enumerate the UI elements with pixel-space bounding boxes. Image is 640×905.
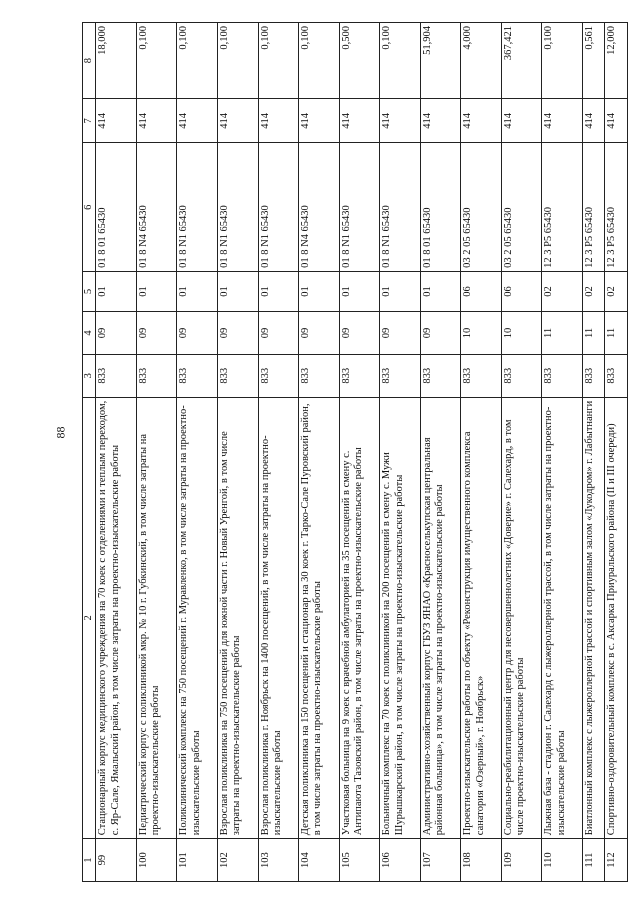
table-cell-n: 106: [380, 839, 421, 882]
table-cell-c7: 414: [420, 99, 461, 143]
table-cell-c4: 09: [380, 312, 421, 355]
table-cell-c7: 414: [339, 99, 380, 143]
table-cell-c3: 833: [177, 354, 218, 397]
table-cell-c6: 01 8 01 65430: [96, 143, 137, 271]
table-cell-name: Взрослая поликлиника на 750 посещений для южной части г. Новый Уренгой, в том числе затраты на проектно-изыскательские работы: [218, 397, 259, 839]
table-cell-name: Социально-реабилитационный центр для несовершеннолетних «Доверие» г. Салехард, в том числе проектно-изыскательские работы: [501, 397, 542, 839]
table-cell-c3: 833: [136, 354, 177, 397]
table-cell-c4: 09: [339, 312, 380, 355]
table-cell-c6: 01 8 01 65430: [420, 143, 461, 271]
table-cell-c7: 414: [299, 99, 340, 143]
table-cell-c7: 414: [218, 99, 259, 143]
table-cell-c4: 10: [461, 312, 502, 355]
table-cell-c8: 0,100: [380, 23, 421, 99]
table-cell-c5: 06: [501, 271, 542, 311]
table-cell-c3: 833: [380, 354, 421, 397]
column-header: 8: [83, 23, 96, 99]
table-cell-c7: 414: [177, 99, 218, 143]
table-cell-c4: 09: [136, 312, 177, 355]
table-cell-c3: 833: [605, 354, 628, 397]
column-header: 4: [83, 312, 96, 355]
table-cell-n: 103: [258, 839, 299, 882]
table-cell-c4: 11: [605, 312, 628, 355]
table-row: [136, 23, 177, 882]
table-cell-c3: 833: [542, 354, 583, 397]
table-cell-n: 101: [177, 839, 218, 882]
table-cell-n: 104: [299, 839, 340, 882]
table-cell-c6: 01 8 N4 65430: [299, 143, 340, 271]
table-cell-c8: 18,000: [96, 23, 137, 99]
table-cell-c5: 01: [218, 271, 259, 311]
table-cell-c3: 833: [582, 354, 604, 397]
table-cell-c5: 01: [136, 271, 177, 311]
table-cell-c8: 12,000: [605, 23, 628, 99]
column-header: 1: [83, 839, 96, 882]
table-cell-c4: 09: [177, 312, 218, 355]
table-cell-c6: 01 8 N1 65430: [380, 143, 421, 271]
table-cell-c5: 02: [582, 271, 604, 311]
table-cell-c5: 01: [420, 271, 461, 311]
table-cell-c6: 12 3 P5 65430: [542, 143, 583, 271]
table-cell-c8: 0,100: [258, 23, 299, 99]
table-cell-c4: 09: [96, 312, 137, 355]
table-row: [380, 23, 421, 882]
table-cell-c5: 02: [605, 271, 628, 311]
table-cell-name: Административно-хозяйственный корпус ГБУЗ ЯНАО «Красноселькупская центральная районная больница», в том числе затраты на проектно-изыскательские работы: [420, 397, 461, 839]
table-cell-name: Стационарный корпус медицинского учреждения на 70 коек с отделениями и теплым переходом, с. Яр-Сале, Ямальский район, в том числе затраты на проектно-изыскательские работы: [96, 397, 137, 839]
table-cell-n: 110: [542, 839, 583, 882]
table-cell-c5: 01: [339, 271, 380, 311]
table-cell-c4: 09: [258, 312, 299, 355]
table-cell-c8: 0,100: [136, 23, 177, 99]
table-cell-c7: 414: [96, 99, 137, 143]
table-cell-c8: 0,100: [299, 23, 340, 99]
table-cell-name: Взрослая поликлиника г. Ноябрьск на 1400 посещений, в том числе затраты на проектно-изыскательские работы: [258, 397, 299, 839]
table-cell-n: 109: [501, 839, 542, 882]
table-cell-n: 111: [582, 839, 604, 882]
table-row: [605, 23, 628, 882]
table-row: [542, 23, 583, 882]
table-cell-c3: 833: [218, 354, 259, 397]
table-cell-name: Больничный комплекс на 70 коек с поликлиникой на 200 посещений в смену с. Мужи Шурышкарский район, в том числе затраты на проектно-изыскательские работы: [380, 397, 421, 839]
table-cell-c5: 06: [461, 271, 502, 311]
table-cell-c5: 01: [258, 271, 299, 311]
table-cell-c8: 0,500: [339, 23, 380, 99]
table-cell-name: Поликлинический комплекс на 750 посещений г. Муравленко, в том числе затраты на проектно-изыскательские работы: [177, 397, 218, 839]
table-cell-name: Детская поликлиника на 150 посещений и стационар на 30 коек г. Тарко-Сале Пуровский район, в том числе затраты на проектно-изыскательские работы: [299, 397, 340, 839]
table-cell-c7: 414: [582, 99, 604, 143]
table-cell-n: 107: [420, 839, 461, 882]
table-cell-c8: 4,000: [461, 23, 502, 99]
table-row: [501, 23, 542, 882]
table-cell-c7: 414: [461, 99, 502, 143]
table-cell-c8: 0,100: [218, 23, 259, 99]
table-cell-c4: 11: [582, 312, 604, 355]
table-cell-n: 99: [96, 839, 137, 882]
table-cell-name: Спортивно-оздоровительный комплекс в с. Аксарка Приуральского района (II и III очереди): [605, 397, 628, 839]
table-cell-name: Биатлонный комплекс с лыжероллерной трассой и спортивным залом «Лукодром» г. Лабытнанги: [582, 397, 604, 839]
column-header: 2: [83, 397, 96, 839]
table-cell-c7: 414: [605, 99, 628, 143]
table-cell-c3: 833: [96, 354, 137, 397]
table-row: [218, 23, 259, 882]
table-header-row: [83, 23, 96, 882]
table-cell-c8: 0,100: [542, 23, 583, 99]
table-cell-c6: 01 8 N1 65430: [258, 143, 299, 271]
table-cell-c6: 01 8 N1 65430: [218, 143, 259, 271]
column-header: 3: [83, 354, 96, 397]
table-cell-n: 112: [605, 839, 628, 882]
table-cell-c6: 12 3 P5 65430: [582, 143, 604, 271]
table-cell-c5: 01: [177, 271, 218, 311]
column-header: 5: [83, 271, 96, 311]
table-row: [582, 23, 604, 882]
table-cell-c6: 01 8 N1 65430: [339, 143, 380, 271]
table-cell-c7: 414: [542, 99, 583, 143]
table-cell-c5: 02: [542, 271, 583, 311]
table-cell-c7: 414: [136, 99, 177, 143]
table-cell-c3: 833: [258, 354, 299, 397]
table-cell-c7: 414: [258, 99, 299, 143]
table-cell-name: Проектно-изыскательские работы по объекту «Реконструкция имущественного комплекса санатория «Озерный», г. Ноябрьск»: [461, 397, 502, 839]
table-cell-c4: 09: [299, 312, 340, 355]
table-cell-c3: 833: [339, 354, 380, 397]
table-cell-c4: 09: [420, 312, 461, 355]
column-header: 7: [83, 99, 96, 143]
table-cell-c5: 01: [380, 271, 421, 311]
table-cell-c3: 833: [420, 354, 461, 397]
table-cell-c4: 10: [501, 312, 542, 355]
table-row: [461, 23, 502, 882]
table-row: [258, 23, 299, 882]
table-cell-c6: 03 2 05 65430: [461, 143, 502, 271]
budget-table: [82, 22, 628, 882]
table-row: [299, 23, 340, 882]
table-cell-n: 105: [339, 839, 380, 882]
table-cell-c5: 01: [96, 271, 137, 311]
table-cell-n: 108: [461, 839, 502, 882]
table-cell-c8: 51,904: [420, 23, 461, 99]
table-row: [420, 23, 461, 882]
table-row: [339, 23, 380, 882]
table-cell-name: Лыжная база - стадион г. Салехард с лыжероллерной трассой, в том числе затраты на проектно-изыскательские работы: [542, 397, 583, 839]
table-cell-c6: 03 2 05 65430: [501, 143, 542, 271]
table-cell-c8: 0,561: [582, 23, 604, 99]
table-cell-c4: 11: [542, 312, 583, 355]
table-cell-c6: 12 3 P5 65430: [605, 143, 628, 271]
page-number: 88: [53, 426, 68, 439]
table-row: [177, 23, 218, 882]
table-cell-n: 100: [136, 839, 177, 882]
table-cell-name: Участковая больница на 9 коек с врачебной амбулаторией на 35 посещений в смену с. Антипаюта Тазовский район, в том числе затраты на проектно-изыскательские работы: [339, 397, 380, 839]
table-cell-c3: 833: [461, 354, 502, 397]
column-header: 6: [83, 143, 96, 271]
table-cell-c4: 09: [218, 312, 259, 355]
table-cell-c7: 414: [380, 99, 421, 143]
table-cell-c8: 0,100: [177, 23, 218, 99]
table-cell-c8: 367,421: [501, 23, 542, 99]
table-cell-c7: 414: [501, 99, 542, 143]
document-page: [82, 22, 628, 882]
table-cell-c5: 01: [299, 271, 340, 311]
table-cell-c3: 833: [501, 354, 542, 397]
table-cell-c6: 01 8 N4 65430: [136, 143, 177, 271]
table-cell-n: 102: [218, 839, 259, 882]
table-cell-c6: 01 8 N1 65430: [177, 143, 218, 271]
table-row: [96, 23, 137, 882]
table-cell-name: Педиатрический корпус с поликлиникой мкр. № 10 г. Губкинский, в том числе затраты на проектно-изыскательские работы: [136, 397, 177, 839]
table-cell-c3: 833: [299, 354, 340, 397]
